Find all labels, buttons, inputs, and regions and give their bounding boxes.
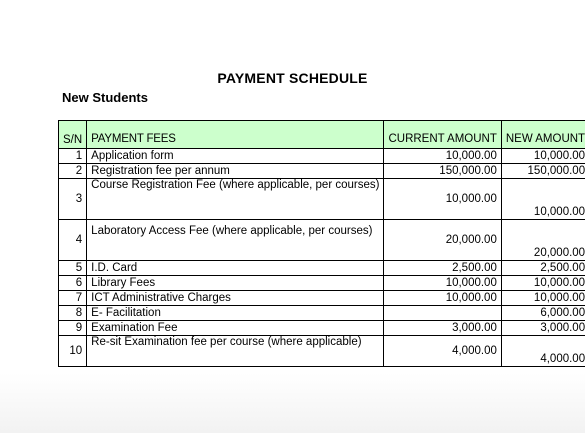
- fee-description: E- Facilitation: [87, 306, 384, 321]
- new-amount: 20,000.00: [501, 220, 585, 261]
- payment-schedule-table: [58, 120, 585, 367]
- current-amount: 20,000.00: [384, 220, 501, 261]
- current-amount: 10,000.00: [384, 149, 501, 164]
- table-row: [59, 261, 585, 276]
- new-amount: 10,000.00: [501, 149, 585, 164]
- row-number: 4: [59, 220, 87, 261]
- table-header-row: [59, 121, 585, 149]
- column-header-payment-fees: PAYMENT FEES: [87, 121, 384, 149]
- table-row: [59, 276, 585, 291]
- row-number: 2: [59, 164, 87, 179]
- row-number: 10: [59, 336, 87, 367]
- table-row: [59, 336, 585, 367]
- current-amount: 150,000.00: [384, 164, 501, 179]
- table-row: [59, 321, 585, 336]
- row-number: 8: [59, 306, 87, 321]
- fee-description: Re-sit Examination fee per course (where applicable): [87, 336, 384, 367]
- current-amount: [384, 306, 501, 321]
- fee-description: ICT Administrative Charges: [87, 291, 384, 306]
- fee-description: Examination Fee: [87, 321, 384, 336]
- row-number: 7: [59, 291, 87, 306]
- row-number: 1: [59, 149, 87, 164]
- table-row: [59, 164, 585, 179]
- fee-description: Application form: [87, 149, 384, 164]
- fee-description: I.D. Card: [87, 261, 384, 276]
- fee-description: Laboratory Access Fee (where applicable, per courses): [87, 220, 384, 261]
- new-amount: 10,000.00: [501, 179, 585, 220]
- new-amount: 6,000.00: [501, 306, 585, 321]
- new-amount: 10,000.00: [501, 276, 585, 291]
- table-row: [59, 149, 585, 164]
- table-row: [59, 291, 585, 306]
- row-number: 5: [59, 261, 87, 276]
- current-amount: 10,000.00: [384, 179, 501, 220]
- table-row: [59, 179, 585, 220]
- current-amount: 10,000.00: [384, 276, 501, 291]
- new-amount: 2,500.00: [501, 261, 585, 276]
- column-header-current-amount: CURRENT AMOUNT: [384, 121, 501, 149]
- new-amount: 4,000.00: [501, 336, 585, 367]
- new-amount: 150,000.00: [501, 164, 585, 179]
- current-amount: 3,000.00: [384, 321, 501, 336]
- row-number: 6: [59, 276, 87, 291]
- new-amount: 3,000.00: [501, 321, 585, 336]
- page-bottom-shade: [0, 373, 585, 433]
- column-header-sn: S/N: [59, 121, 87, 149]
- row-number: 3: [59, 179, 87, 220]
- fee-description: Course Registration Fee (where applicable, per courses): [87, 179, 384, 220]
- current-amount: 4,000.00: [384, 336, 501, 367]
- column-header-new-amount: NEW AMOUNT: [501, 121, 585, 149]
- document-title: PAYMENT SCHEDULE: [217, 70, 368, 86]
- row-number: 9: [59, 321, 87, 336]
- fee-description: Registration fee per annum: [87, 164, 384, 179]
- table-row: [59, 220, 585, 261]
- current-amount: 10,000.00: [384, 291, 501, 306]
- fee-description: Library Fees: [87, 276, 384, 291]
- current-amount: 2,500.00: [384, 261, 501, 276]
- new-amount: 10,000.00: [501, 291, 585, 306]
- section-title: New Students: [62, 90, 148, 105]
- table-row: [59, 306, 585, 321]
